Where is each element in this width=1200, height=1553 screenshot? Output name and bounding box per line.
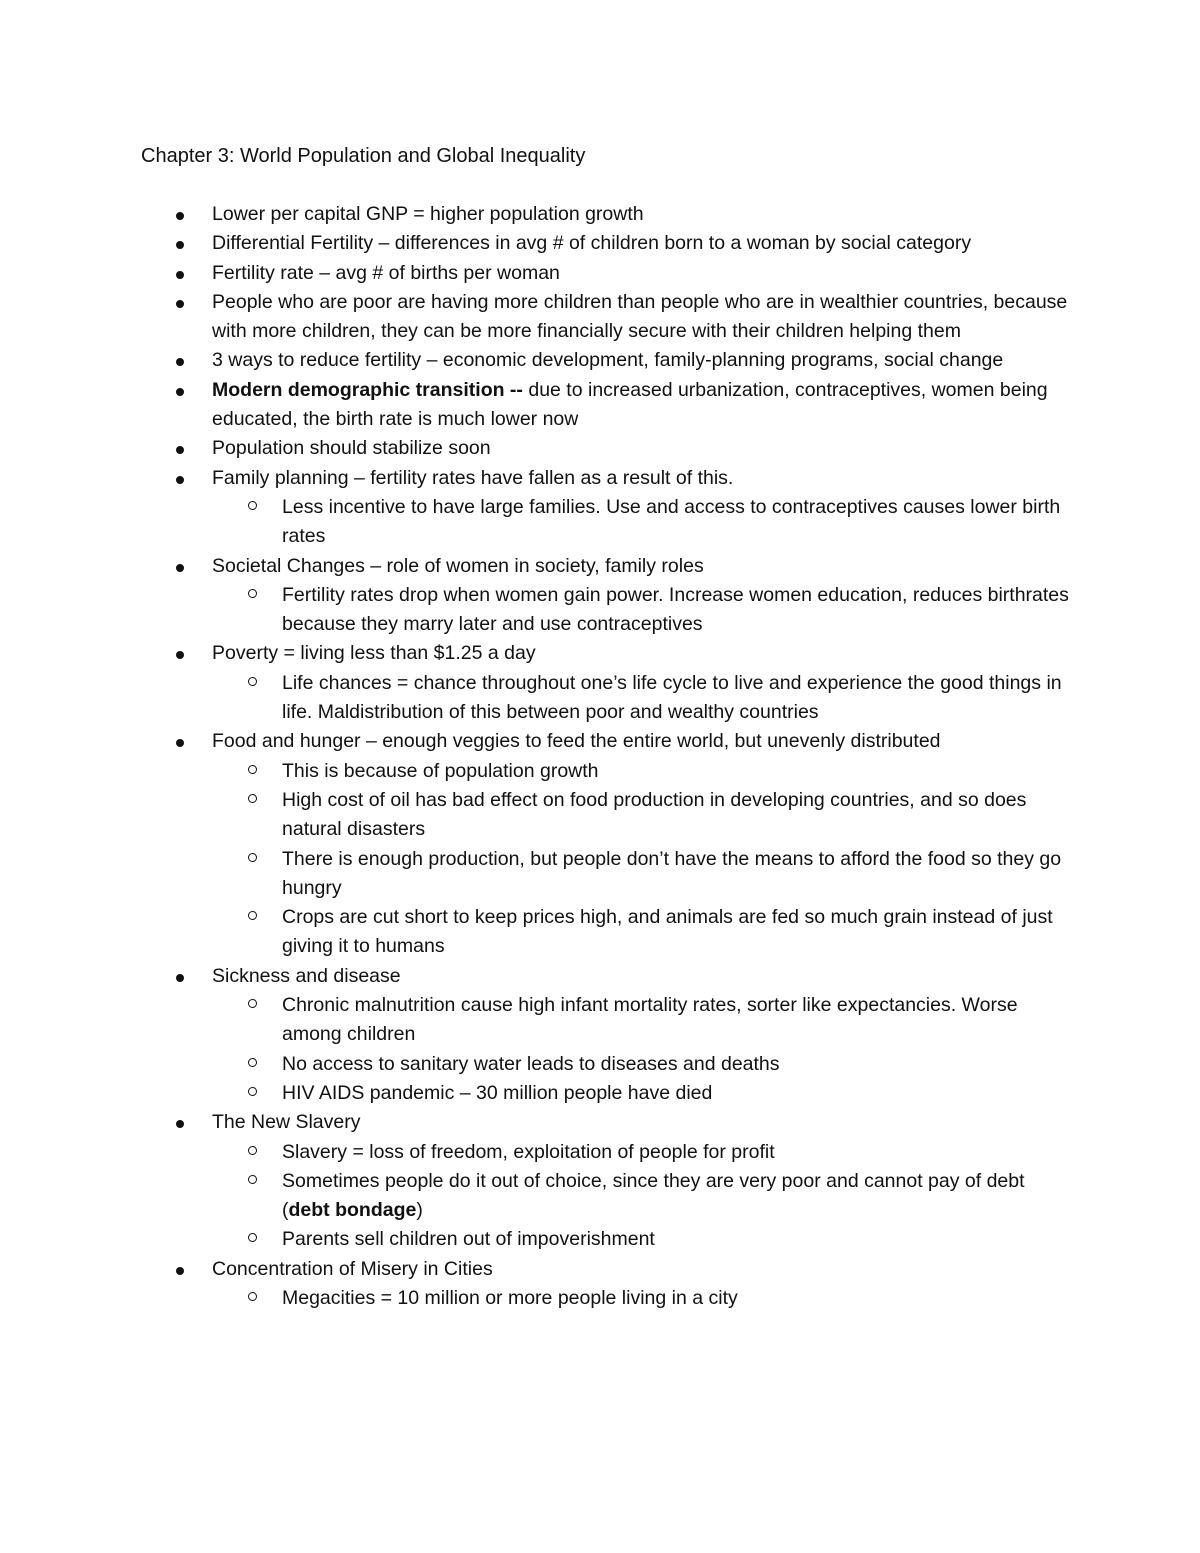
item-text: Fertility rate – avg # of births per woman: [212, 261, 560, 284]
bullet-icon: [176, 651, 184, 659]
hollow-bullet-icon: [248, 1087, 257, 1096]
sub-list-item: [212, 786, 1072, 845]
list-item: [0, 639, 1072, 727]
sub-item-text: Fertility rates drop when women gain power. Increase women education, reduces birthrates because they marry later and use contraceptives: [282, 583, 1069, 636]
bullet-icon: [176, 358, 184, 366]
list-item-text: [212, 639, 1072, 668]
bold-term: Modern demographic transition --: [212, 378, 523, 401]
sub-list-item: [212, 1225, 1072, 1254]
list-item-text: [212, 962, 1072, 991]
hollow-bullet-icon: [248, 677, 257, 686]
sub-item-text: Crops are cut short to keep prices high, and animals are fed so much grain instead of just giving it to humans: [282, 906, 1053, 958]
hollow-bullet-icon: [248, 1292, 257, 1301]
item-text: Food and hunger – enough veggies to feed the entire world, but unevenly distributed: [212, 730, 941, 753]
item-text: Poverty = living less than $1.25 a day: [212, 642, 536, 665]
sub-item-text: Megacities = 10 million or more people living in a city: [282, 1286, 738, 1309]
bullet-icon: [176, 446, 184, 454]
list-item-text: [212, 200, 1072, 229]
sub-list-item: [212, 903, 1072, 962]
list-item-text: [212, 552, 1072, 581]
sub-item-text: Parents sell children out of impoverishment: [282, 1228, 655, 1251]
sub-list: [212, 581, 1072, 640]
sub-list: [212, 757, 1072, 962]
hollow-bullet-icon: [248, 1233, 257, 1242]
item-text: People who are poor are having more children than people who are in wealthier countries, because with more children, they can be more financially secure with their children helping them: [212, 290, 1068, 343]
sub-list-item: [212, 1079, 1072, 1108]
list-item-text: [212, 376, 1072, 435]
list-item: [0, 434, 1072, 463]
hollow-bullet-icon: [248, 1146, 257, 1155]
list-item: [0, 288, 1072, 347]
list-item: [0, 1255, 1072, 1314]
hollow-bullet-icon: [248, 911, 257, 920]
sub-item-text: There is enough production, but people don’t have the means to afford the food so they go hungry: [282, 847, 1062, 899]
list-item: [0, 464, 1072, 552]
bullet-icon: [176, 300, 184, 308]
sub-item-text: Slavery = loss of freedom, exploitation of people for profit: [282, 1140, 775, 1163]
item-text: due to increased urbanization, contraceptives, women being educated, the birth rate is much lower now: [212, 378, 1048, 431]
sub-item-text: ): [416, 1199, 423, 1222]
bullet-icon: [176, 1120, 184, 1128]
sub-list-item: [212, 1050, 1072, 1079]
sub-item-text: Chronic malnutrition cause high infant mortality rates, sorter like expectancies. Worse among children: [282, 994, 1018, 1046]
item-text: Sickness and disease: [212, 964, 401, 987]
list-item-text: [212, 229, 1072, 258]
list-item-text: [212, 259, 1072, 288]
list-item: [0, 229, 1072, 258]
list-item: [0, 346, 1072, 375]
sub-item-text: Less incentive to have large families. Use and access to contraceptives causes lower birth rates: [282, 495, 1061, 548]
hollow-bullet-icon: [248, 999, 257, 1008]
bullet-icon: [176, 271, 184, 279]
sub-item-text: This is because of population growth: [282, 759, 599, 782]
list-item: [0, 1108, 1072, 1254]
hollow-bullet-icon: [248, 1175, 257, 1184]
sub-list: [212, 669, 1072, 728]
item-text: Population should stabilize soon: [212, 437, 491, 460]
hollow-bullet-icon: [248, 589, 257, 598]
sub-list: [212, 493, 1072, 552]
bullet-icon: [176, 564, 184, 572]
hollow-bullet-icon: [248, 1058, 257, 1067]
list-item: [0, 552, 1072, 640]
sub-list: [212, 991, 1072, 1108]
sub-item-text: HIV AIDS pandemic – 30 million people have died: [282, 1081, 713, 1104]
item-text: The New Slavery: [212, 1111, 361, 1134]
list-item-text: [212, 727, 1072, 756]
sub-item-text: Life chances = chance throughout one’s life cycle to live and experience the good things in life. Maldistribution of this between poor and wealthy countries: [282, 671, 1062, 724]
bullet-icon: [176, 1267, 184, 1275]
sub-list-item: [212, 757, 1072, 786]
sub-item-text: No access to sanitary water leads to diseases and deaths: [282, 1052, 780, 1075]
notes-list: [0, 200, 1200, 1313]
bullet-icon: [176, 974, 184, 982]
sub-item-text: High cost of oil has bad effect on food production in developing countries, and so does natural disasters: [282, 788, 1027, 841]
bold-term: debt bondage: [288, 1199, 417, 1222]
sub-list-item: [212, 845, 1072, 904]
sub-list: [212, 1138, 1072, 1255]
page-title: Chapter 3: World Population and Global Inequality: [141, 145, 586, 167]
sub-list-item: [212, 669, 1072, 728]
list-item: [0, 259, 1072, 288]
sub-list-item: [212, 1167, 1072, 1226]
item-text: Family planning – fertility rates have fallen as a result of this.: [212, 466, 734, 489]
item-text: Concentration of Misery in Cities: [212, 1257, 493, 1280]
list-item-text: [212, 434, 1072, 463]
list-item-text: [212, 288, 1072, 347]
bullet-icon: [176, 476, 184, 484]
sub-list-item: [212, 1138, 1072, 1167]
hollow-bullet-icon: [248, 765, 257, 774]
hollow-bullet-icon: [248, 853, 257, 862]
list-item: [0, 727, 1072, 961]
sub-list-item: [212, 493, 1072, 552]
item-text: Differential Fertility – differences in avg # of children born to a woman by social category: [212, 232, 972, 255]
hollow-bullet-icon: [248, 501, 257, 510]
bullet-icon: [176, 212, 184, 220]
bullet-icon: [176, 739, 184, 747]
list-item: [0, 200, 1072, 229]
list-item-text: [212, 1108, 1072, 1137]
sub-list-item: [212, 581, 1072, 640]
sub-list-item: [212, 1284, 1072, 1313]
list-item-text: [212, 464, 1072, 493]
item-text: Lower per capital GNP = higher population growth: [212, 203, 644, 225]
list-item: [0, 962, 1072, 1108]
hollow-bullet-icon: [248, 794, 257, 803]
sub-item-text: Sometimes people do it out of choice, since they are very poor and cannot pay of debt (: [282, 1169, 1025, 1222]
list-item-text: [212, 346, 1072, 375]
sub-list: [212, 1284, 1072, 1313]
item-text: Societal Changes – role of women in society, family roles: [212, 554, 704, 577]
list-item-text: [212, 1255, 1072, 1284]
list-item: [0, 376, 1072, 435]
item-text: 3 ways to reduce fertility – economic development, family-planning programs, social change: [212, 349, 1004, 372]
sub-list-item: [212, 991, 1072, 1050]
bullet-icon: [176, 241, 184, 249]
bullet-icon: [176, 388, 184, 396]
